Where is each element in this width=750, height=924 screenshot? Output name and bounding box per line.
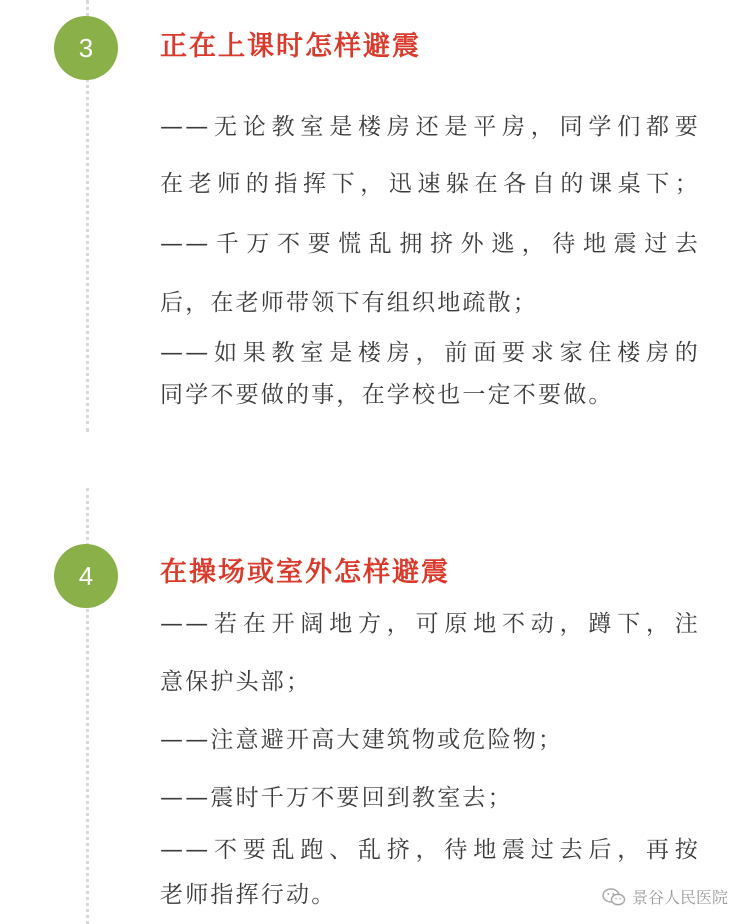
body-line: ——无论教室是楼房还是平房，同学们都要 [160, 114, 700, 140]
watermark-text: 景谷人民医院 [631, 888, 728, 907]
body-line: ——震时千万不要回到教室去； [160, 785, 513, 811]
body-line: ——不要乱跑、乱挤，待地震过去后，再按 [160, 837, 700, 863]
section-title: 正在上课时怎样避震 [160, 31, 421, 62]
body-line: ——若在开阔地方，可原地不动，蹲下，注 [160, 611, 700, 637]
body-line: 在老师的指挥下，迅速躲在各自的课桌下； [160, 171, 700, 197]
step-number-badge: 3 [54, 16, 118, 80]
body-line: ——如果教室是楼房，前面要求家住楼房的 [160, 340, 700, 366]
body-line: 老师指挥行动。 [160, 882, 337, 908]
body-line: 意保护头部； [160, 669, 312, 695]
wechat-icon [602, 888, 626, 906]
watermark [602, 885, 728, 908]
body-line: ——千万不要慌乱拥挤外逃，待地震过去 [160, 231, 700, 257]
body-line: ——注意避开高大建筑物或危险物； [160, 727, 564, 753]
body-line: 后，在老师带领下有组织地疏散； [160, 290, 538, 316]
section-title: 在操场或室外怎样避震 [160, 557, 450, 588]
body-line: 同学不要做的事，在学校也一定不要做。 [160, 382, 614, 408]
step-number-badge: 4 [54, 544, 118, 608]
